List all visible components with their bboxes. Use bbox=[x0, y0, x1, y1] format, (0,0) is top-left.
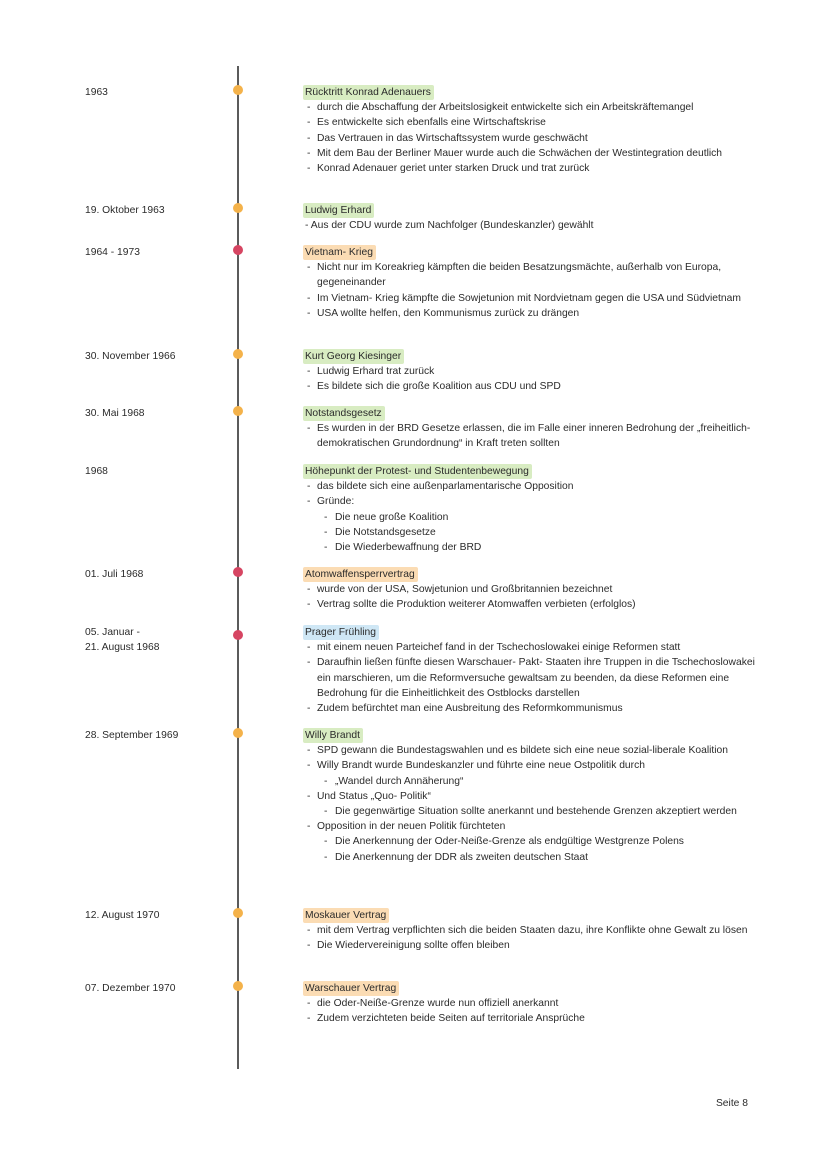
list-item: - SPD gewann die Bundestagswahlen und es bildete sich eine neue sozial-liberale Koalition bbox=[305, 743, 755, 758]
list-item: - Es entwickelte sich ebenfalls eine Wirtschaftskrise bbox=[305, 115, 755, 130]
timeline-marker bbox=[233, 567, 243, 577]
entry-date-start: 05. Januar - bbox=[85, 627, 140, 638]
list-item: - Ludwig Erhard trat zurück bbox=[305, 364, 755, 379]
sub-list-item: - Die Anerkennung der DDR als zweiten deutschen Staat bbox=[305, 850, 755, 865]
entry-date: 07. Dezember 1970 bbox=[85, 983, 176, 994]
entry-date: 30. Mai 1968 bbox=[85, 408, 145, 419]
timeline-marker bbox=[233, 349, 243, 359]
list-item: - Zudem verzichteten beide Seiten auf territoriale Ansprüche bbox=[305, 1011, 755, 1026]
bullet-list bbox=[305, 640, 755, 716]
list-item: - Das Vertrauen in das Wirtschaftssystem wurde geschwächt bbox=[305, 131, 755, 146]
list-item: - Konrad Adenauer geriet unter starken Druck und trat zurück bbox=[305, 161, 755, 176]
page-number: Seite 8 bbox=[715, 1098, 748, 1109]
entry-title: Prager Frühling bbox=[303, 625, 379, 640]
entry-content bbox=[305, 625, 755, 716]
sub-list-item: - Die Anerkennung der Oder-Neiße-Grenze als endgültige Westgrenze Polens bbox=[305, 834, 755, 849]
bullet-list bbox=[305, 923, 755, 953]
entry-date: 01. Juli 1968 bbox=[85, 569, 144, 580]
bullet-list bbox=[305, 421, 755, 451]
entry-content bbox=[305, 908, 755, 954]
entry-date: 30. November 1966 bbox=[85, 351, 176, 362]
entry-content bbox=[305, 981, 755, 1027]
timeline-marker bbox=[233, 630, 243, 640]
bullet-list bbox=[305, 582, 755, 612]
sub-list-item: - Die Wiederbewaffnung der BRD bbox=[305, 540, 755, 555]
entry-content bbox=[305, 85, 755, 176]
list-item: - Zudem befürchtet man eine Ausbreitung des Reformkommunismus bbox=[305, 701, 755, 716]
entry-title: Notstandsgesetz bbox=[303, 406, 385, 421]
entry-title: Warschauer Vertrag bbox=[303, 981, 399, 996]
entry-title: Moskauer Vertrag bbox=[303, 908, 389, 923]
entry-content bbox=[305, 728, 755, 865]
list-item: - Und Status „Quo- Politik“ bbox=[305, 789, 755, 804]
bullet-list bbox=[305, 996, 755, 1026]
entry-date: 12. August 1970 bbox=[85, 910, 160, 921]
bullet-list bbox=[305, 479, 755, 509]
entry-title: Willy Brandt bbox=[303, 728, 363, 743]
timeline-marker bbox=[233, 245, 243, 255]
sub-list-item: - Die neue große Koalition bbox=[305, 510, 755, 525]
entry-content bbox=[305, 203, 755, 233]
list-item: - die Oder-Neiße-Grenze wurde nun offiziell anerkannt bbox=[305, 996, 755, 1011]
entry-title: Kurt Georg Kiesinger bbox=[303, 349, 404, 364]
list-item: - Es bildete sich die große Koalition aus CDU und SPD bbox=[305, 379, 755, 394]
sub-bullet-list bbox=[305, 510, 755, 556]
timeline-marker bbox=[233, 203, 243, 213]
list-item: - Mit dem Bau der Berliner Mauer wurde auch die Schwächen der Westintegration deutlich bbox=[305, 146, 755, 161]
entry-content bbox=[305, 464, 755, 555]
sub-list-item: - Die gegenwärtige Situation sollte anerkannt und bestehende Grenzen akzeptiert werden bbox=[305, 804, 755, 819]
list-item: - durch die Abschaffung der Arbeitslosigkeit entwickelte sich ein Arbeitskräftemangel bbox=[305, 100, 755, 115]
entry-content bbox=[305, 406, 755, 452]
sub-list-item: - „Wandel durch Annäherung“ bbox=[305, 774, 755, 789]
entry-date bbox=[85, 625, 225, 655]
entry-title: Ludwig Erhard bbox=[303, 203, 374, 218]
list-item: - Vertrag sollte die Produktion weiterer Atomwaffen verbieten (erfolglos) bbox=[305, 597, 755, 612]
entry-content bbox=[305, 567, 755, 613]
list-item: - Die Wiedervereinigung sollte offen bleiben bbox=[305, 938, 755, 953]
entry-title: Vietnam- Krieg bbox=[303, 245, 376, 260]
entry-date: 28. September 1969 bbox=[85, 730, 179, 741]
list-item: - das bildete sich eine außenparlamentarische Opposition bbox=[305, 479, 755, 494]
timeline-marker bbox=[233, 981, 243, 991]
entry-date: 1964 - 1973 bbox=[85, 247, 140, 258]
list-item: - wurde von der USA, Sowjetunion und Großbritannien bezeichnet bbox=[305, 582, 755, 597]
bullet-list bbox=[305, 819, 755, 834]
sub-bullet-list bbox=[305, 774, 755, 789]
entry-date: 1968 bbox=[85, 466, 108, 477]
timeline-marker bbox=[233, 728, 243, 738]
timeline-marker bbox=[233, 406, 243, 416]
entry-content bbox=[305, 349, 755, 395]
bullet-list bbox=[305, 364, 755, 394]
list-item: - Daraufhin ließen fünfte diesen Warschauer- Pakt- Staaten ihre Truppen in die Tschechoslowakei ein marschieren, um die Reformversuche gewaltsam zu beenden, da diese Reformen eine Bedrohung für die Einheitlichkeit des Ostblocks darstellen bbox=[305, 655, 755, 701]
list-item: - Im Vietnam- Krieg kämpfte die Sowjetunion mit Nordvietnam gegen die USA und Südvietnam bbox=[305, 291, 755, 306]
sub-bullet-list bbox=[305, 804, 755, 819]
entry-date: 1963 bbox=[85, 87, 108, 98]
list-item: - USA wollte helfen, den Kommunismus zurück zu drängen bbox=[305, 306, 755, 321]
bullet-list bbox=[305, 100, 755, 176]
entry-date-end: 21. August 1968 bbox=[85, 642, 160, 654]
bullet-list bbox=[305, 789, 755, 804]
entry-title: Höhepunkt der Protest- und Studentenbewegung bbox=[303, 464, 532, 479]
timeline-marker bbox=[233, 908, 243, 918]
entry-date: 19. Oktober 1963 bbox=[85, 205, 165, 216]
list-item: - Opposition in der neuen Politik fürchteten bbox=[305, 819, 755, 834]
timeline-marker bbox=[233, 85, 243, 95]
sub-list-item: - Die Notstandsgesetze bbox=[305, 525, 755, 540]
entry-title: Rücktritt Konrad Adenauers bbox=[303, 85, 434, 100]
bullet-list bbox=[305, 260, 755, 321]
bullet-list bbox=[305, 743, 755, 773]
sub-bullet-list bbox=[305, 834, 755, 864]
list-item: - Willy Brandt wurde Bundeskanzler und führte eine neue Ostpolitik durch bbox=[305, 758, 755, 773]
entry-content bbox=[305, 245, 755, 321]
entry-text: - Aus der CDU wurde zum Nachfolger (Bundeskanzler) gewählt bbox=[305, 220, 594, 232]
entry-title: Atomwaffensperrvertrag bbox=[303, 567, 418, 582]
list-item: - Gründe: bbox=[305, 494, 755, 509]
list-item: - mit dem Vertrag verpflichten sich die beiden Staaten dazu, ihre Konflikte ohne Gewalt zu lösen bbox=[305, 923, 755, 938]
list-item: - mit einem neuen Parteichef fand in der Tschechoslowakei einige Reformen statt bbox=[305, 640, 755, 655]
list-item: - Es wurden in der BRD Gesetze erlassen, die im Falle einer inneren Bedrohung der „freiheitlich-demokratischen Grundordnung“ in Kraft treten sollten bbox=[305, 421, 755, 451]
list-item: - Nicht nur im Koreakrieg kämpften die beiden Besatzungsmächte, außerhalb von Europa, gegeneinander bbox=[305, 260, 755, 290]
